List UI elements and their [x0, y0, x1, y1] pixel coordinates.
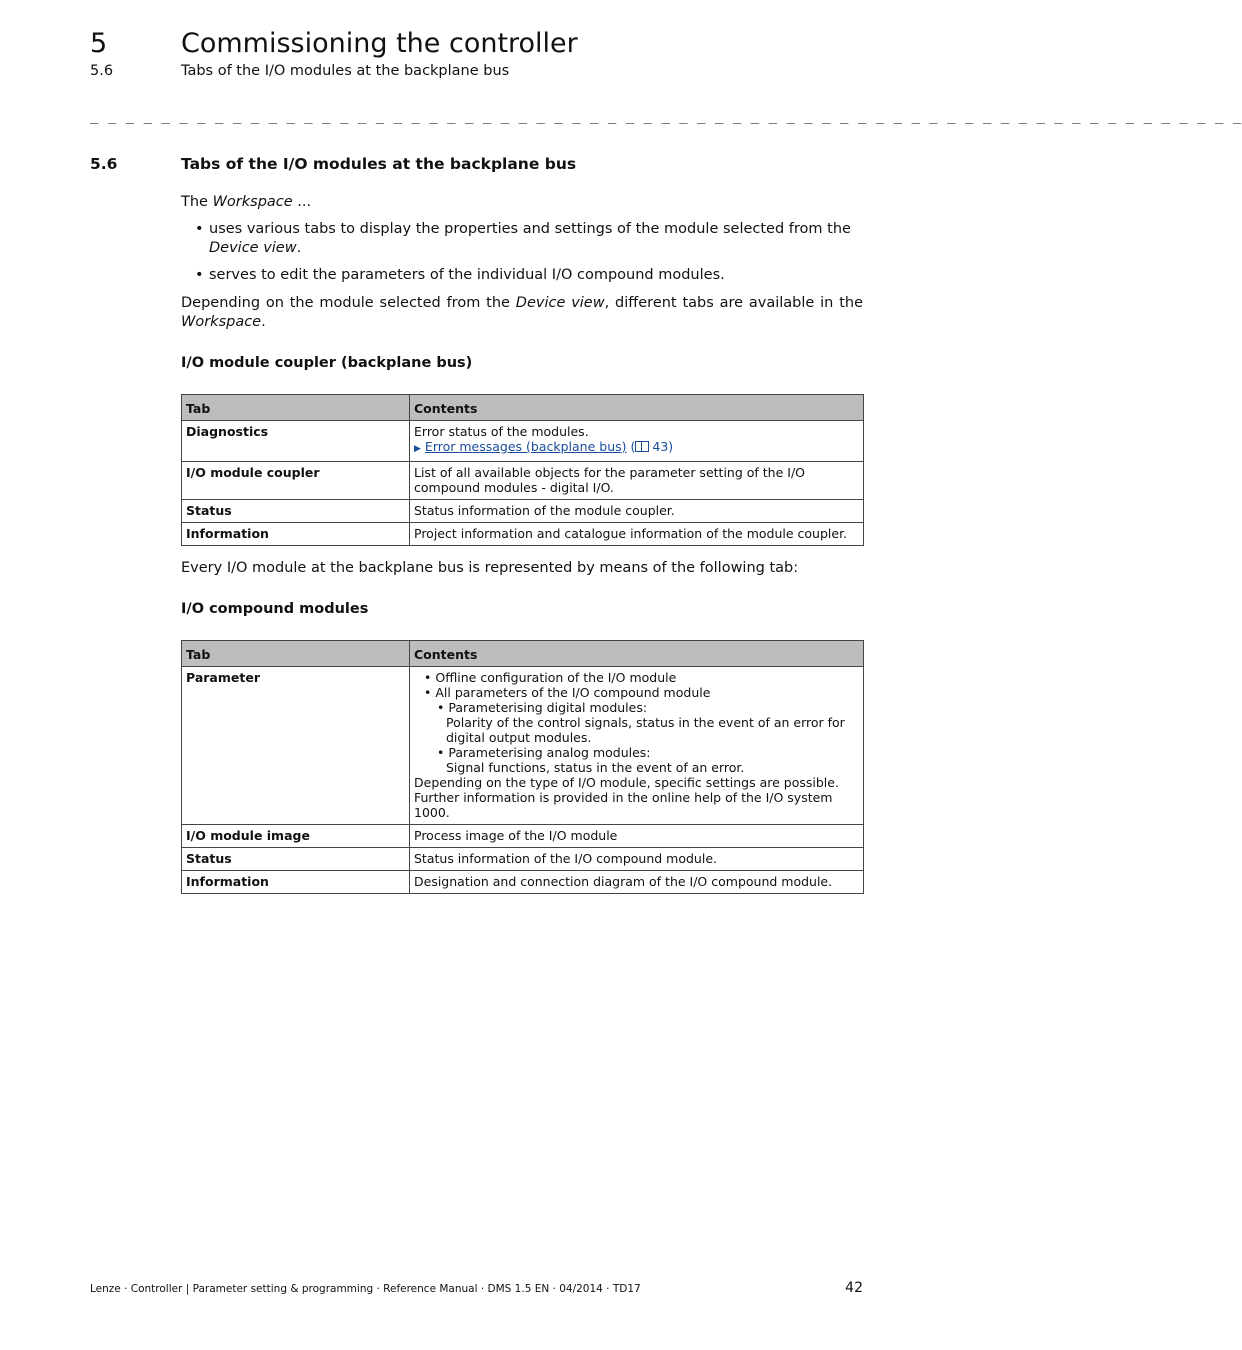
- tab-name-cell: Status: [182, 848, 410, 871]
- para-text: Depending on the module selected from the: [181, 295, 516, 311]
- contents-cell: Status information of the I/O compound module.: [410, 848, 864, 871]
- sub-list-item: • Parameterising digital modules:: [437, 700, 648, 715]
- para-text: .: [261, 314, 266, 330]
- chapter-title: Commissioning the controller: [181, 28, 578, 59]
- contents-text: Further information is provided in the online help of the I/O system 1000.: [414, 790, 833, 820]
- tab-name-cell: I/O module image: [182, 825, 410, 848]
- list-item-text: Offline configuration of the I/O module: [435, 670, 677, 685]
- sub-list-item: • Parameterising analog modules:: [437, 745, 651, 760]
- bullet-text: uses various tabs to display the properties and settings of the module selected from the: [209, 221, 851, 237]
- intro-text: [181, 193, 311, 212]
- bullet-item: • serves to edit the parameters of the individual I/O compound modules.: [195, 267, 725, 283]
- list-item-text: All parameters of the I/O compound module: [435, 685, 711, 700]
- contents-cell: Project information and catalogue information of the module coupler.: [410, 523, 864, 546]
- contents-cell: Status information of the module coupler.: [410, 500, 864, 523]
- chapter-number: 5: [90, 28, 108, 59]
- table-header-row: [182, 395, 864, 421]
- header-section-number: 5.6: [90, 63, 114, 79]
- para-emphasis-workspace: Workspace: [181, 314, 262, 330]
- contents-cell: [410, 421, 864, 462]
- heading-module-coupler: I/O module coupler (backplane bus): [181, 355, 473, 371]
- tab-name-cell: Diagnostics: [182, 421, 410, 462]
- tab-name-cell: Information: [182, 871, 410, 894]
- error-messages-link[interactable]: Error messages (backplane bus): [424, 439, 627, 454]
- intro-suffix: ...: [292, 194, 312, 210]
- contents-cell: Process image of the I/O module: [410, 825, 864, 848]
- dashed-divider: _ _ _ _ _ _ _ _ _ _ _ _ _ _ _ _ _ _ _ _ _ _ _ _ _ _ _ _ _ _ _ _ _ _ _ _ _ _ _ _ _ _ _ _ _ _ _ _ _ _ _ _ _ _ _ _ _ _ _ _ _ _ _ _ _: [90, 108, 1242, 124]
- tab-name-cell: Information: [182, 523, 410, 546]
- table-row: [182, 848, 864, 871]
- section-title: Tabs of the I/O modules at the backplane bus: [181, 155, 577, 173]
- column-header-contents: Contents: [410, 641, 864, 667]
- footer-text: Lenze · Controller | Parameter setting & programming · Reference Manual · DMS 1.5 EN · 04/2014 · TD17: [90, 1283, 641, 1295]
- list-item: • Offline configuration of the I/O module: [424, 670, 677, 685]
- para-text: , different tabs are available in the: [604, 295, 863, 311]
- intro-workspace: Workspace: [212, 194, 293, 210]
- list-item: • All parameters of the I/O compound module: [424, 685, 711, 700]
- every-module-text: Every I/O module at the backplane bus is represented by means of the following tab:: [181, 560, 799, 576]
- book-icon: [635, 441, 649, 452]
- bullet-text: serves to edit the parameters of the individual I/O compound modules.: [209, 267, 725, 283]
- bullet-end: .: [296, 240, 302, 256]
- column-header-contents: Contents: [410, 395, 864, 421]
- sub-list-detail: Signal functions, status in the event of an error.: [446, 760, 745, 775]
- list-item-text: Parameterising analog modules:: [448, 745, 651, 760]
- coupler-tabs-table: [181, 394, 864, 546]
- link-arrow-icon: ▶: [414, 444, 421, 454]
- compound-tabs-table: [181, 640, 864, 894]
- list-item-text: Parameterising digital modules:: [448, 700, 648, 715]
- tab-name-cell: Parameter: [182, 667, 410, 825]
- para-emphasis-device-view: Device view: [515, 295, 605, 311]
- contents-text: Error status of the modules.: [414, 424, 589, 439]
- table-header-row: [182, 641, 864, 667]
- table-row: [182, 523, 864, 546]
- column-header-tab: Tab: [182, 395, 410, 421]
- page-reference[interactable]: ( 43): [630, 439, 674, 454]
- paragraph-tabs-depend: [181, 294, 863, 332]
- table-row: [182, 825, 864, 848]
- page-number: 42: [845, 1280, 863, 1296]
- tab-name-cell: I/O module coupler: [182, 462, 410, 500]
- contents-cell: Designation and connection diagram of the I/O compound module.: [410, 871, 864, 894]
- table-row: [182, 500, 864, 523]
- section-number: 5.6: [90, 155, 118, 173]
- header-section-title: Tabs of the I/O modules at the backplane bus: [181, 63, 510, 79]
- sub-list-detail: Polarity of the control signals, status in the event of an error for digital output modules.: [446, 715, 845, 745]
- table-row: [182, 462, 864, 500]
- column-header-tab: Tab: [182, 641, 410, 667]
- contents-cell: [410, 667, 864, 825]
- bullet-item: • uses various tabs to display the properties and settings of the module selected from the Device view.: [195, 221, 851, 256]
- intro-prefix: The: [181, 194, 213, 210]
- bullet-emphasis: Device view: [209, 240, 297, 256]
- table-row: [182, 871, 864, 894]
- contents-cell: List of all available objects for the parameter setting of the I/O compound modules - digital I/O.: [410, 462, 864, 500]
- table-row: [182, 667, 864, 825]
- contents-text: Depending on the type of I/O module, specific settings are possible.: [414, 775, 839, 790]
- page-reference-number: 43: [652, 439, 669, 454]
- heading-compound-modules: I/O compound modules: [181, 601, 369, 617]
- table-row: [182, 421, 864, 462]
- tab-name-cell: Status: [182, 500, 410, 523]
